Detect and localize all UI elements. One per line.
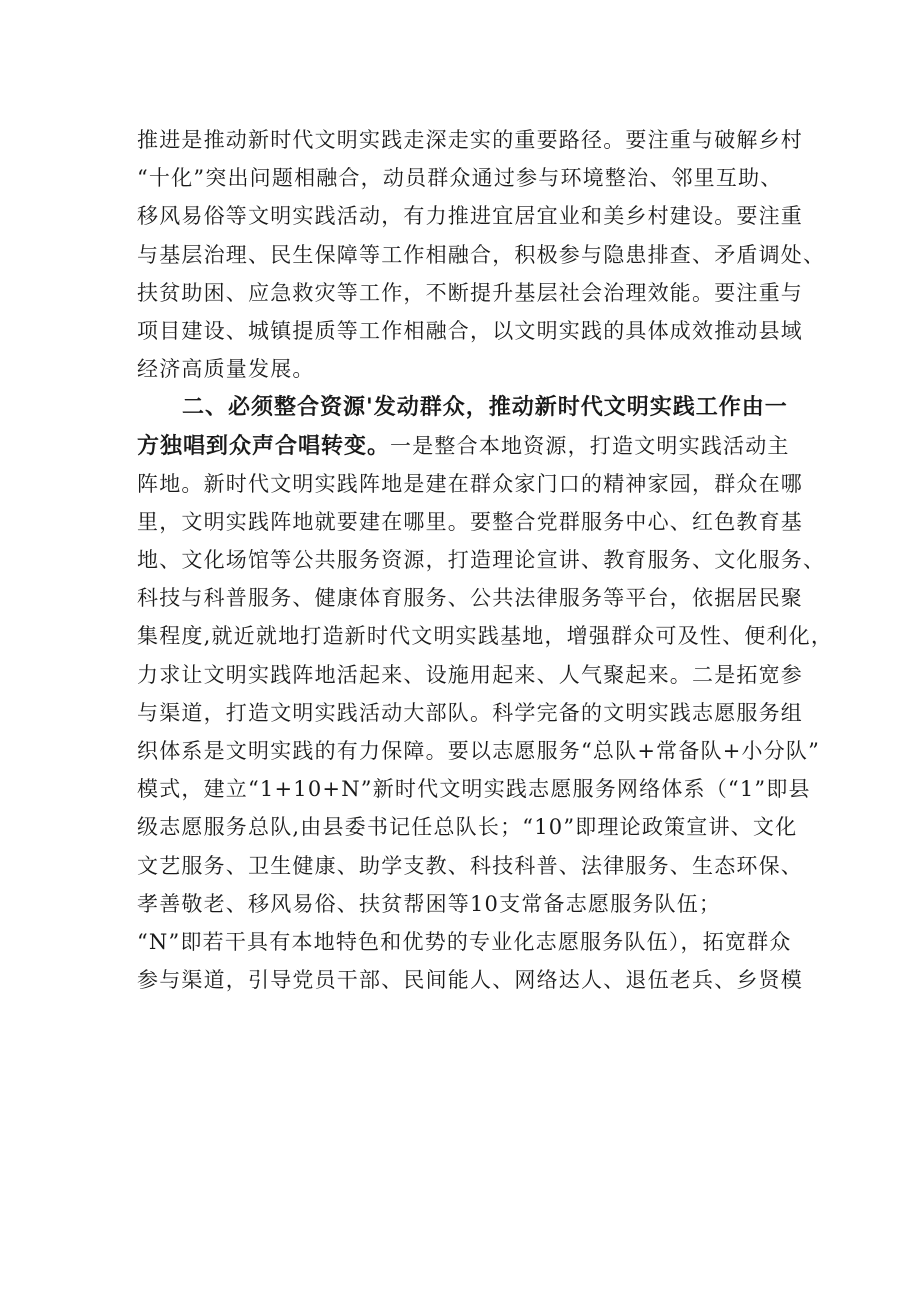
text-line: 经济高质量发展。: [137, 357, 315, 382]
text-line: 级志愿服务总队,由县委书记任总队长；“10”即理论政策宣讲、文化: [137, 815, 798, 840]
text-line: 里，文明实践阵地就要建在哪里。要整合党群服务中心、红色教育基: [137, 509, 803, 534]
text-run: 一是整合本地资源，打造文明实践活动主: [390, 433, 790, 458]
text-line: 扶贫助困、应急救灾等工作，不断提升基层社会治理效能。要注重与: [137, 280, 803, 305]
text-line: 与基层治理、民生保障等工作相融合，积极参与隐患排查、矛盾调处、: [137, 242, 826, 267]
text-line: 力求让文明实践阵地活起来、设施用起来、人气聚起来。二是拓宽参: [137, 662, 803, 687]
text-line: 参与渠道，引导党员干部、民间能人、网络达人、退伍老兵、乡贤模: [137, 968, 803, 993]
text-line: 阵地。新时代文明实践阵地是建在群众家门口的精神家园，群众在哪: [137, 471, 803, 496]
text-line: 地、文化场馆等公共服务资源，打造理论宣讲、教育服务、文化服务、: [137, 548, 826, 573]
text-line: 科技与科普服务、健康体育服务、公共法律服务等平台，依据居民聚: [137, 586, 803, 611]
text-line: 文艺服务、卫生健康、助学支教、科技科普、法律服务、生态环保、: [137, 853, 803, 878]
section-heading-line: [137, 388, 797, 426]
text-line: 集程度,就近就地打造新时代文明实践基地，增强群众可及性、便利化，: [137, 624, 834, 649]
section-heading: 方独唱到众声合唱转变。: [137, 433, 391, 459]
text-line: 移风易俗等文明实践活动，有力推进宜居宜业和美乡村建设。要注重: [137, 204, 803, 229]
text-line: 模式，建立“1+10+N”新时代文明实践志愿服务网络体系（“1”即县: [137, 777, 811, 802]
section-heading: 二、必须整合资源'发动群众，推动新时代文明实践工作由一: [182, 395, 788, 421]
text-line: 与渠道，打造文明实践活动大部队。科学完备的文明实践志愿服务组: [137, 700, 803, 725]
text-line: 推进是推动新时代文明实践走深走实的重要路径。要注重与破解乡村: [137, 128, 803, 152]
text-line: 项目建设、城镇提质等工作相融合，以文明实践的具体成效推动县域: [137, 318, 803, 343]
text-line: “十化”突出问题相融合，动员群众通过参与环境整治、邻里互助、: [137, 166, 783, 191]
section-heading-line: [137, 427, 797, 465]
body-text: [137, 121, 834, 999]
text-line: 织体系是文明实践的有力保障。要以志愿服务“总队+常备队+小分队”: [137, 739, 821, 763]
text-line: “N”即若干具有本地特色和优势的专业化志愿服务队伍），拓宽群众: [137, 929, 792, 954]
text-line: 孝善敬老、移风易俗、扶贫帮困等10支常备志愿服务队伍；: [137, 891, 722, 916]
